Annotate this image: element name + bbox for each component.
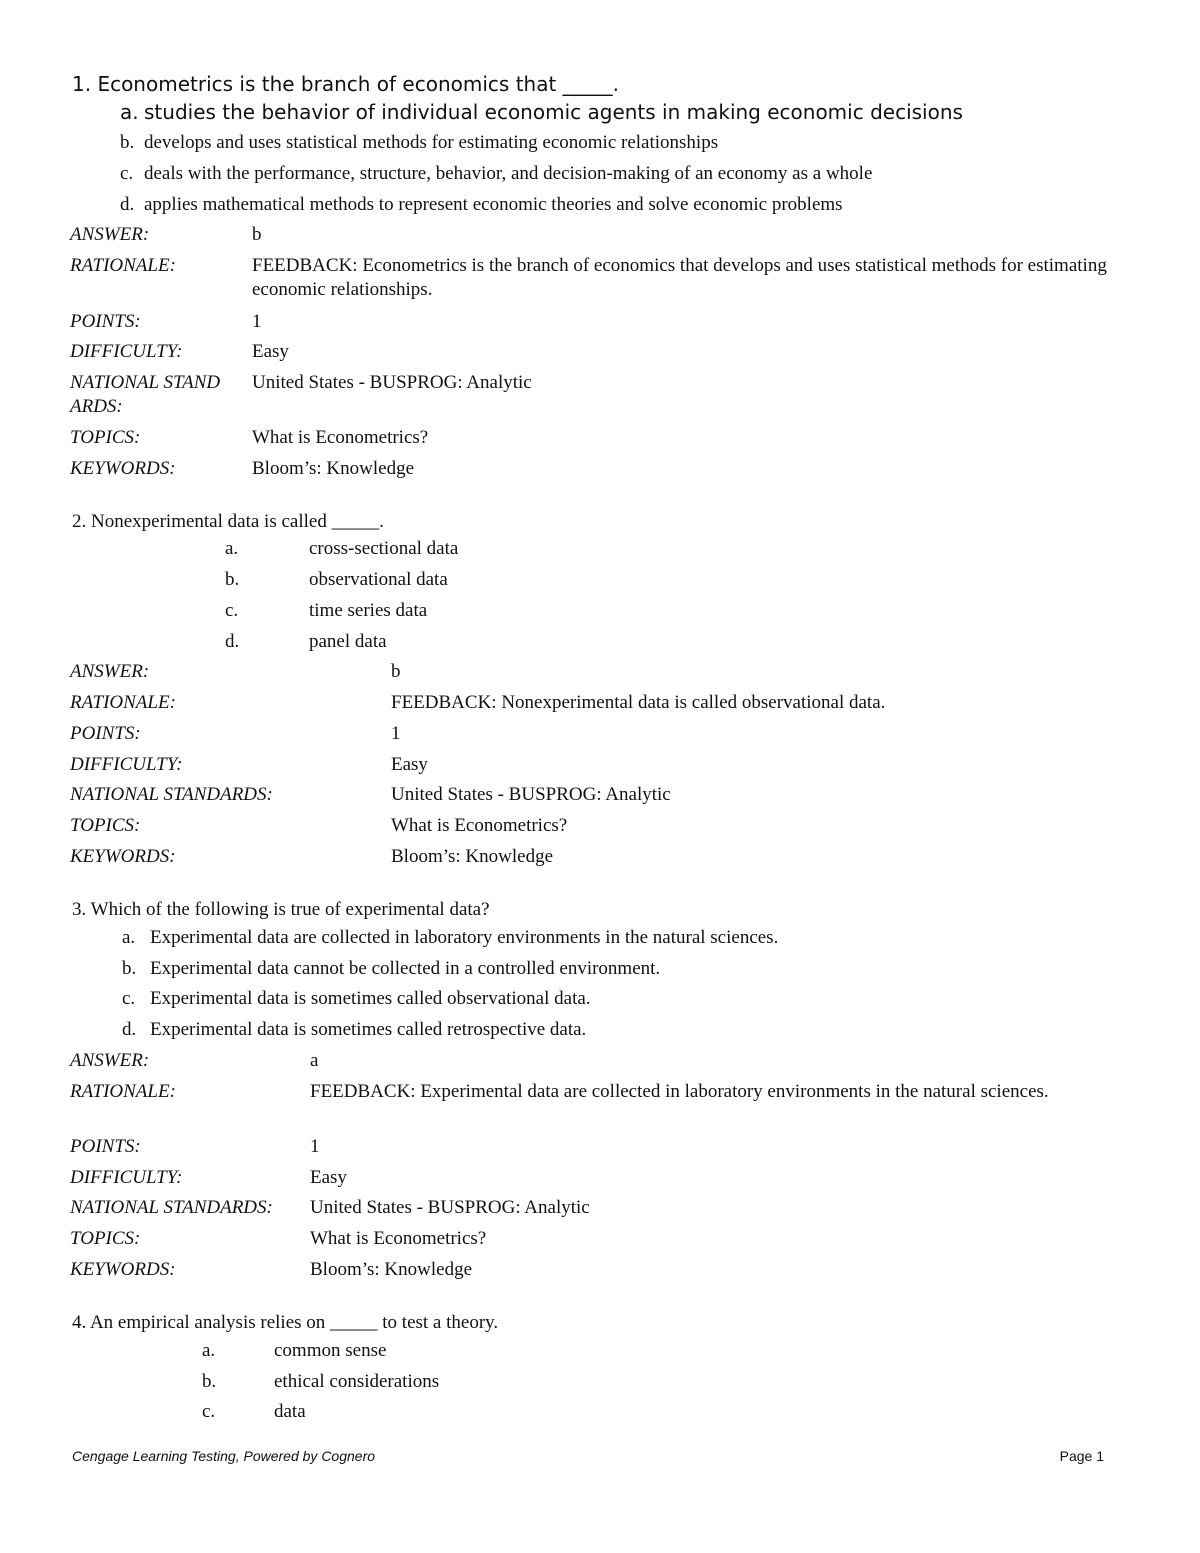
answer-value: a [310, 1050, 319, 1071]
option-text: common sense [274, 1340, 387, 1361]
option-text: ethical considerations [274, 1371, 440, 1392]
option-letter: d. [225, 631, 240, 652]
points-value: 1 [252, 311, 262, 332]
standards-label: NATIONAL STAND [70, 372, 221, 393]
option-text: panel data [309, 631, 387, 652]
topics-value: What is Econometrics? [310, 1228, 487, 1249]
topics-label: TOPICS: [70, 815, 141, 836]
option-letter: c. [225, 600, 239, 621]
option-letter: a. [202, 1340, 216, 1361]
option-text: Experimental data are collected in laboratory environments in the natural sciences. [150, 927, 779, 948]
footer-publisher: Cengage Learning Testing, Powered by Cognero [72, 1448, 376, 1464]
points-label: POINTS: [70, 723, 141, 744]
option-text: data [274, 1401, 306, 1422]
option-letter: c. [202, 1401, 216, 1422]
option-text: Experimental data is sometimes called retrospective data. [150, 1019, 587, 1040]
standards-label: NATIONAL STANDARDS: [70, 1197, 273, 1218]
topics-label: TOPICS: [70, 427, 141, 448]
option-letter: c. [120, 163, 134, 184]
answer-label: ANSWER: [70, 661, 150, 682]
option-letter: c. [122, 988, 136, 1009]
option-text: time series data [309, 600, 428, 621]
rationale-label: RATIONALE: [70, 1081, 176, 1102]
option-text: applies mathematical methods to represent economic theories and solve economic problems [144, 194, 843, 215]
rationale-label: RATIONALE: [70, 255, 176, 276]
standards-label-continued: ARDS: [70, 396, 123, 417]
standards-label: NATIONAL STANDARDS: [70, 784, 273, 805]
points-value: 1 [310, 1136, 320, 1157]
option-letter: b. [202, 1371, 217, 1392]
standards-value: United States - BUSPROG: Analytic [391, 784, 671, 805]
question-stem: 2. Nonexperimental data is called _____. [72, 511, 384, 532]
keywords-label: KEYWORDS: [70, 458, 176, 479]
topics-value: What is Econometrics? [391, 815, 568, 836]
rationale-label: RATIONALE: [70, 692, 176, 713]
keywords-value: Bloom’s: Knowledge [252, 458, 415, 479]
difficulty-label: DIFFICULTY: [70, 754, 183, 775]
rationale-value: FEEDBACK: Nonexperimental data is called observational data. [391, 692, 886, 713]
rationale-value: FEEDBACK: Econometrics is the branch of economics that develops and uses statistical methods for estimating economic relationships. [252, 255, 1107, 300]
footer-page-number: Page 1 [1059, 1448, 1104, 1464]
option-letter: a. [225, 538, 239, 559]
question-stem: 1. Econometrics is the branch of economics that _____. [72, 72, 620, 96]
keywords-label: KEYWORDS: [70, 846, 176, 867]
topics-label: TOPICS: [70, 1228, 141, 1249]
answer-label: ANSWER: [70, 224, 150, 245]
difficulty-value: Easy [252, 341, 289, 362]
option-letter: a. [122, 927, 136, 948]
standards-value: United States - BUSPROG: Analytic [252, 372, 532, 393]
option-text: Experimental data is sometimes called observational data. [150, 988, 591, 1009]
question-stem: 4. An empirical analysis relies on _____ to test a theory. [72, 1312, 499, 1333]
points-label: POINTS: [70, 311, 141, 332]
standards-value: United States - BUSPROG: Analytic [310, 1197, 590, 1218]
option-text: observational data [309, 569, 448, 590]
option-letter: b. [120, 132, 135, 153]
difficulty-label: DIFFICULTY: [70, 341, 183, 362]
option-text: Experimental data cannot be collected in a controlled environment. [150, 958, 661, 979]
option-letter: b. [122, 958, 137, 979]
difficulty-label: DIFFICULTY: [70, 1167, 183, 1188]
option-letter: d. [122, 1019, 137, 1040]
option-text: studies the behavior of individual economic agents in making economic decisions [144, 100, 963, 124]
option-text: develops and uses statistical methods for estimating economic relationships [144, 132, 719, 153]
points-label: POINTS: [70, 1136, 141, 1157]
rationale-value: FEEDBACK: Experimental data are collected in laboratory environments in the natural sciences. [310, 1081, 1049, 1102]
difficulty-value: Easy [391, 754, 428, 775]
option-text: cross-sectional data [309, 538, 459, 559]
topics-value: What is Econometrics? [252, 427, 429, 448]
difficulty-value: Easy [310, 1167, 347, 1188]
option-letter: a. [120, 100, 139, 124]
question-stem: 3. Which of the following is true of experimental data? [72, 899, 490, 920]
option-letter: d. [120, 194, 135, 215]
answer-value: b [391, 661, 401, 682]
answer-label: ANSWER: [70, 1050, 150, 1071]
keywords-value: Bloom’s: Knowledge [310, 1259, 473, 1280]
points-value: 1 [391, 723, 401, 744]
option-text: deals with the performance, structure, behavior, and decision-making of an economy as a whole [144, 163, 873, 184]
option-letter: b. [225, 569, 240, 590]
keywords-label: KEYWORDS: [70, 1259, 176, 1280]
keywords-value: Bloom’s: Knowledge [391, 846, 554, 867]
answer-value: b [252, 224, 262, 245]
